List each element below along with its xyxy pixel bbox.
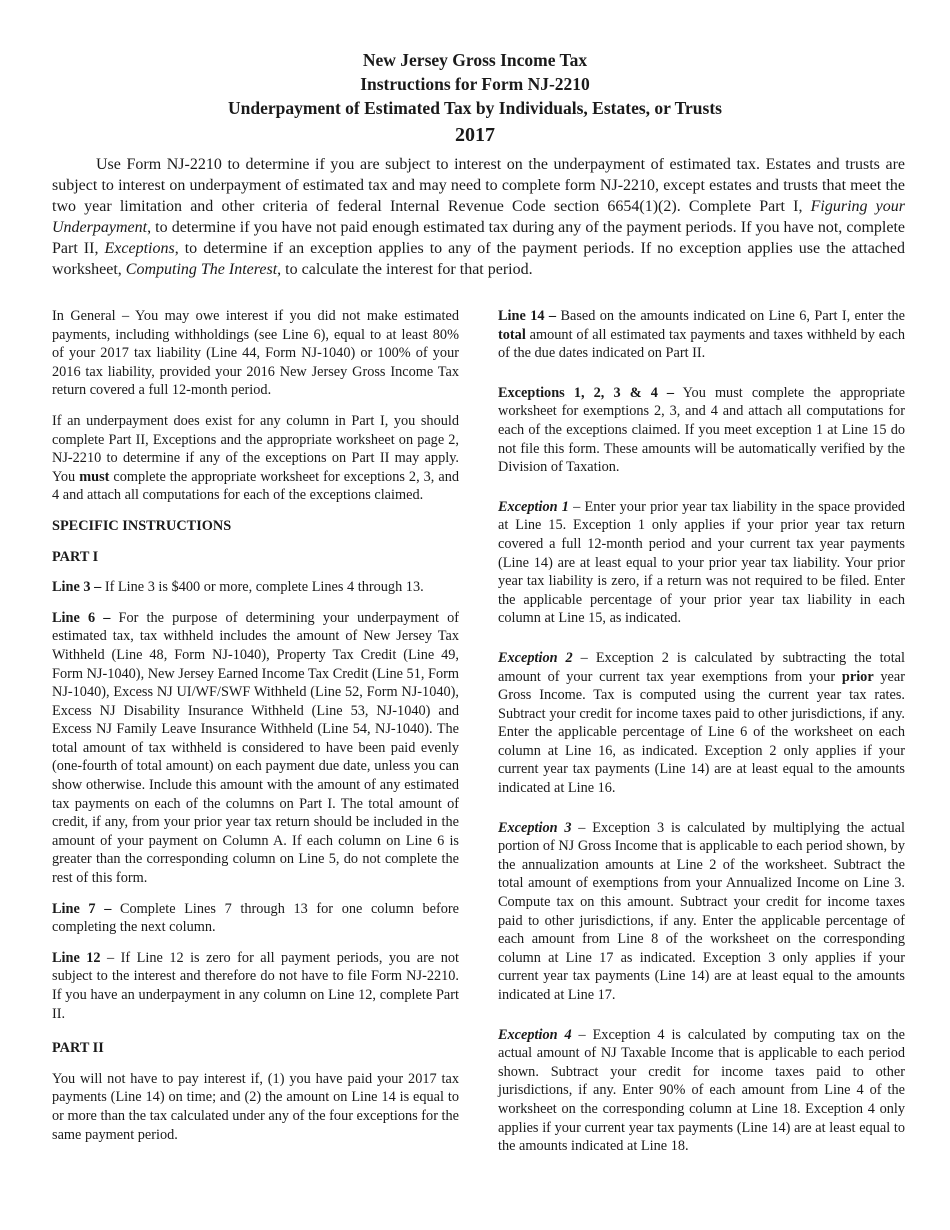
right-column xyxy=(498,307,905,1177)
intro-text-3: , to determine if an exception applies to any of the payment periods. If no exception applies use the attached worksheet, xyxy=(52,240,906,278)
exception4-paragraph xyxy=(498,1026,905,1156)
intro-text-4: , to calculate the interest for that period. xyxy=(277,261,533,278)
line14-label: Line 14 – xyxy=(498,308,557,324)
line3-paragraph xyxy=(52,578,459,597)
underpayment-paragraph xyxy=(52,412,459,505)
exception2-prior: prior xyxy=(841,668,874,685)
line7-text: Complete Lines 7 through 13 for one column before completing the next column. xyxy=(52,900,459,936)
exception4-text: – Exception 4 is calculated by computing tax on the actual amount of NJ Taxable Income that is applicable to each period shown. Subtract your credit for income taxes paid to other jurisdictions, if any. Enter 90% of each amount from Line 4 of the worksheet on the corresponding column at Line 18. Exception 4 only applies if your current year tax payments (Line 14) are at least equal to the amounts indicated at Line 18. xyxy=(498,1026,905,1155)
tax-year: 2017 xyxy=(455,124,495,146)
form-subtitle: Underpayment of Estimated Tax by Individuals, Estates, or Trusts xyxy=(228,98,722,118)
line6-paragraph xyxy=(52,609,459,888)
line14-paragraph xyxy=(498,307,905,363)
line6-label: Line 6 – xyxy=(52,609,111,626)
general-paragraph: In General – You may owe interest if you did not make estimated payments, including withholdings (see Line 6), equal to at least 80% of your 2017 tax liability (Line 44, Form NJ-1040) or 100% of your 2016 tax liability, provided your 2016 New Jersey Gross Income Tax return covered a full 12-month period. xyxy=(52,308,459,399)
underpayment-text-c: complete the appropriate worksheet for exceptions 2, 3, and 4 and attach all computations for each of the exceptions claimed. xyxy=(52,468,460,504)
exceptions-text: You must complete the appropriate worksheet for exemptions 2, 3, and 4 and attach all computations for each of the exceptions claimed. If you meet exception 1 at Line 15 do not file this form. These amounts will be automatically verified by the Division of Taxation. xyxy=(498,384,905,476)
line14-text-a: Based on the amounts indicated on Line 6, Part I, enter the xyxy=(556,308,905,324)
exception2-label: Exception 2 xyxy=(498,649,573,666)
exception1-paragraph xyxy=(498,498,905,628)
exception3-text: – Exception 3 is calculated by multiplying the actual portion of NJ Gross Income that is applicable to each period shown, by the annualization amounts at Line 2 of the worksheet. Subtract the total amount of exemptions from your Annualized Income on Line 3. Compute tax on this amount. Subtract your credit for income taxes paid to other jurisdictions, if any. Enter the applicable percentage of each amount from Line 8 of the worksheet on the corresponding column at Line 17 as indicated. Exception 3 only applies if your current year tax payments (Line 14) are at least equal to the amounts indicated at Line 17. xyxy=(498,819,905,1003)
line6-text: For the purpose of determining your underpayment of estimated tax, tax withheld includes the amount of New Jersey Tax Withheld (Line 48, Form NJ-1040), Property Tax Credit (Line 49, Form NJ-1040), New Jersey Earned Income Tax Credit (Line 51, Form NJ-1040), Excess NJ UI/WF/SWF Withheld (Line 52, Form NJ-1040), Excess NJ Disability Insurance Withheld (Line 53, NJ-1040) and Excess NJ Family Leave Insurance Withheld (Line 54, NJ-1040). The total amount of tax withheld is considered to have been paid evenly (one-fourth of total amount) on each payment due date, unless you can show otherwise. Include this amount with the amount of any estimated tax payments on each of the columns on Part I. The total amount of credit, if any, from your prior year tax return should be included in the amount of your payment on Column A. If each column on Line 6 is greater than the corresponding column on Line 5, do not complete the rest of this form. xyxy=(52,609,459,887)
line3-text: If Line 3 is $400 or more, complete Lines 4 through 13. xyxy=(101,579,424,596)
exception4-label: Exception 4 xyxy=(498,1026,572,1043)
exceptions-label: Exceptions 1, 2, 3 & 4 – xyxy=(498,384,675,401)
agency-title: New Jersey Gross Income Tax xyxy=(362,50,588,70)
line3-label: Line 3 – xyxy=(52,579,102,596)
line12-text: – If Line 12 is zero for all payment periods, you are not subject to the interest and therefore do not have to file Form NJ-2210. If you have an underpayment in any column on Line 12, complete Part II. xyxy=(52,949,459,1022)
line7-label: Line 7 – xyxy=(52,900,112,917)
exception3-label: Exception 3 xyxy=(498,819,572,836)
intro-worksheet-title: Computing The Interest xyxy=(125,261,278,278)
underpayment-must: must xyxy=(79,468,110,485)
document-header xyxy=(0,48,950,149)
exception1-label: Exception 1 xyxy=(498,498,569,515)
line12-paragraph xyxy=(52,949,459,1023)
part2-paragraph: You will not have to pay interest if, (1) you have paid your 2017 tax payments (Line 14) on time; and (2) the amount on Line 14 is equal to or more than the tax calculated under any of the four exceptions for the same payment period. xyxy=(52,1070,459,1143)
intro-part1-title: Figuring your Underpayment xyxy=(52,198,906,236)
left-column xyxy=(52,307,459,1156)
part2-heading: PART II xyxy=(52,1040,104,1057)
intro-part2-title: Exceptions xyxy=(104,240,175,257)
exception1-text: – Enter your prior year tax liability in the space provided at Line 15. Exception 1 only applies if your prior year tax return covered a full 12-month period and your current tax year payments (Line 14) are at least equal to your prior year tax liability. Your prior year tax liability is zero, if a return was not required to be filed. Enter the applicable percentage of your prior year tax liability in each column at Line 15, as indicated. xyxy=(498,498,906,627)
line12-label: Line 12 xyxy=(52,949,101,966)
exception2-text-c: year Gross Income. Tax is computed using the current year tax rates. Subtract your credit for income taxes paid to other jurisdictions, if any. Enter the applicable percentage of Line 6 of the worksheet on each column at Line 16, as indicated. Exception 2 only applies if your current year tax payments (Line 14) are at least equal to the amounts indicated at Line 16. xyxy=(498,668,905,797)
exceptions-paragraph xyxy=(498,384,905,477)
line14-text-c: amount of all estimated tax payments and taxes withheld by each of the due dates indicated on Part II. xyxy=(498,326,905,362)
specific-instructions-heading: SPECIFIC INSTRUCTIONS xyxy=(52,517,232,534)
intro-paragraph xyxy=(52,154,905,280)
intro-text-2: , to determine if you have not paid enough estimated tax during any of the payment periods. If you have not, complete Part II, xyxy=(52,219,905,257)
part1-heading: PART I xyxy=(52,548,99,565)
intro-text-1: Use Form NJ-2210 to determine if you are subject to interest on the underpayment of estimated tax. Estates and trusts are subject to interest on underpayment of estimated tax and may need to complete form NJ-2210, except estates and trusts that meet the two year limitation and other criteria of federal Internal Revenue Code section 6654(1)(2). Complete Part I, xyxy=(52,156,905,215)
exception3-paragraph xyxy=(498,819,905,1005)
exception2-text-a: – Exception 2 is calculated by subtracting the total amount of your current tax year exemptions from your xyxy=(498,649,905,685)
underpayment-text-a: If an underpayment does exist for any column in Part I, you should complete Part II, Exceptions and the appropriate worksheet on page 2, NJ-2210 to determine if any of the exceptions on Part II may apply. You xyxy=(52,412,459,485)
exception2-paragraph xyxy=(498,649,905,798)
line7-paragraph xyxy=(52,900,459,937)
line14-total: total xyxy=(498,326,526,343)
form-title: Instructions for Form NJ-2210 xyxy=(360,74,590,94)
